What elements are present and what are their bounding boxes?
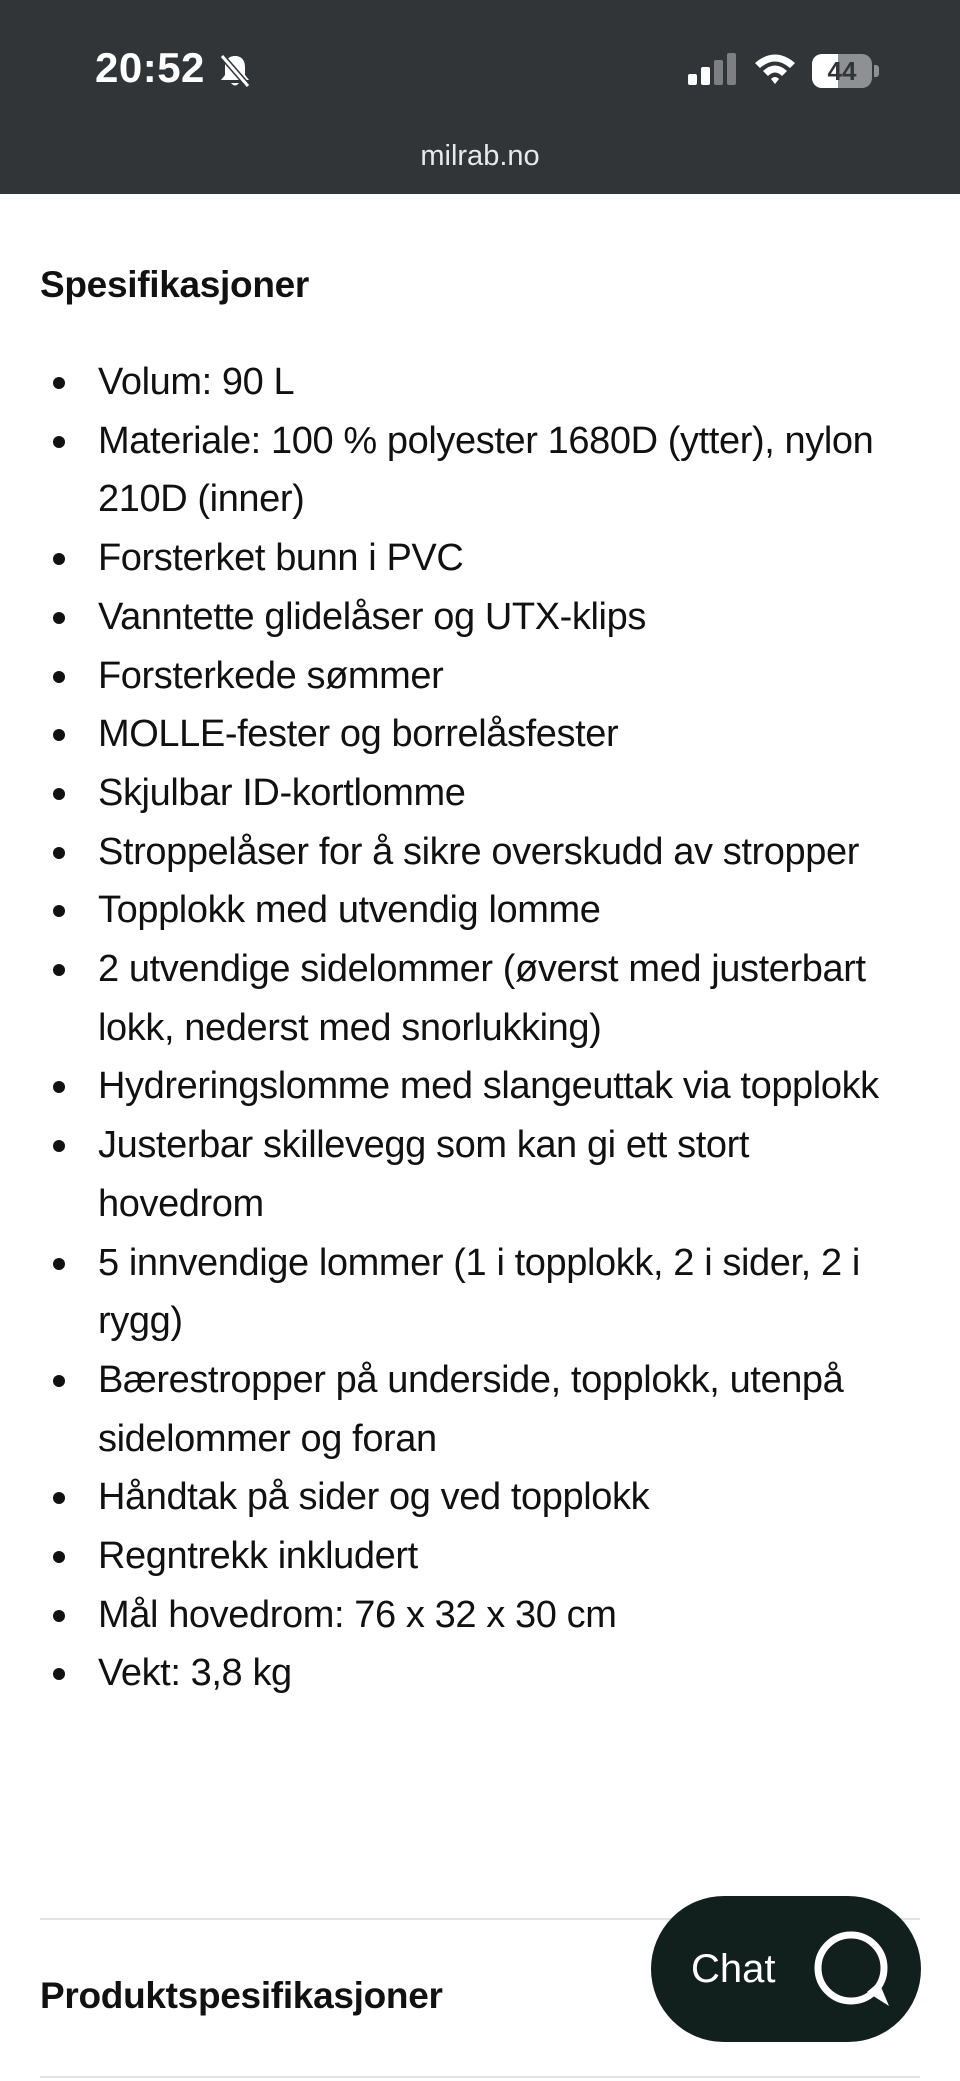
- signal-icon: [686, 52, 740, 88]
- url-label[interactable]: milrab.no: [420, 140, 540, 172]
- specifications-list: [40, 353, 920, 1703]
- battery-percent: 44: [827, 56, 857, 86]
- battery-icon: [812, 54, 880, 88]
- chat-button[interactable]: [651, 1896, 921, 2042]
- spec-item: Vanntette glidelåser og UTX-klips: [40, 588, 920, 647]
- spec-item: Materiale: 100 % polyester 1680D (ytter), nylon 210D (inner): [40, 412, 920, 529]
- spec-item: Mål hovedrom: 76 x 32 x 30 cm: [40, 1586, 920, 1645]
- section-divider-bottom: [40, 2076, 920, 2078]
- spec-item: Forsterkede sømmer: [40, 647, 920, 706]
- spec-item: Topplokk med utvendig lomme: [40, 881, 920, 940]
- product-specifications-heading[interactable]: Produktspesifikasjoner: [40, 1975, 443, 2016]
- status-time: 20:52: [95, 44, 205, 91]
- spec-item: Stroppelåser for å sikre overskudd av stropper: [40, 823, 920, 882]
- wifi-icon: [752, 50, 798, 88]
- spec-item: Skjulbar ID-kortlomme: [40, 764, 920, 823]
- chat-bubble-icon: [809, 1926, 897, 2014]
- spec-item: Volum: 90 L: [40, 353, 920, 412]
- spec-item: Regntrekk inkludert: [40, 1527, 920, 1586]
- spec-item: Hydreringslomme med slangeuttak via topplokk: [40, 1057, 920, 1116]
- spec-item: Vekt: 3,8 kg: [40, 1644, 920, 1703]
- spec-item: Justerbar skillevegg som kan gi ett stort hovedrom: [40, 1116, 920, 1233]
- spec-item: Håndtak på sider og ved topplokk: [40, 1468, 920, 1527]
- spec-item: Bærestropper på underside, topplokk, utenpå sidelommer og foran: [40, 1351, 920, 1468]
- bell-slash-icon: [217, 52, 253, 90]
- specifications-heading: Spesifikasjoner: [40, 264, 310, 305]
- chat-label: Chat: [691, 1947, 776, 1991]
- spec-item: 2 utvendige sidelommer (øverst med justerbart lokk, nederst med snorlukking): [40, 940, 920, 1057]
- spec-item: MOLLE-fester og borrelåsfester: [40, 705, 920, 764]
- status-bar: [0, 0, 960, 194]
- spec-item: Forsterket bunn i PVC: [40, 529, 920, 588]
- spec-item: 5 innvendige lommer (1 i topplokk, 2 i sider, 2 i rygg): [40, 1234, 920, 1351]
